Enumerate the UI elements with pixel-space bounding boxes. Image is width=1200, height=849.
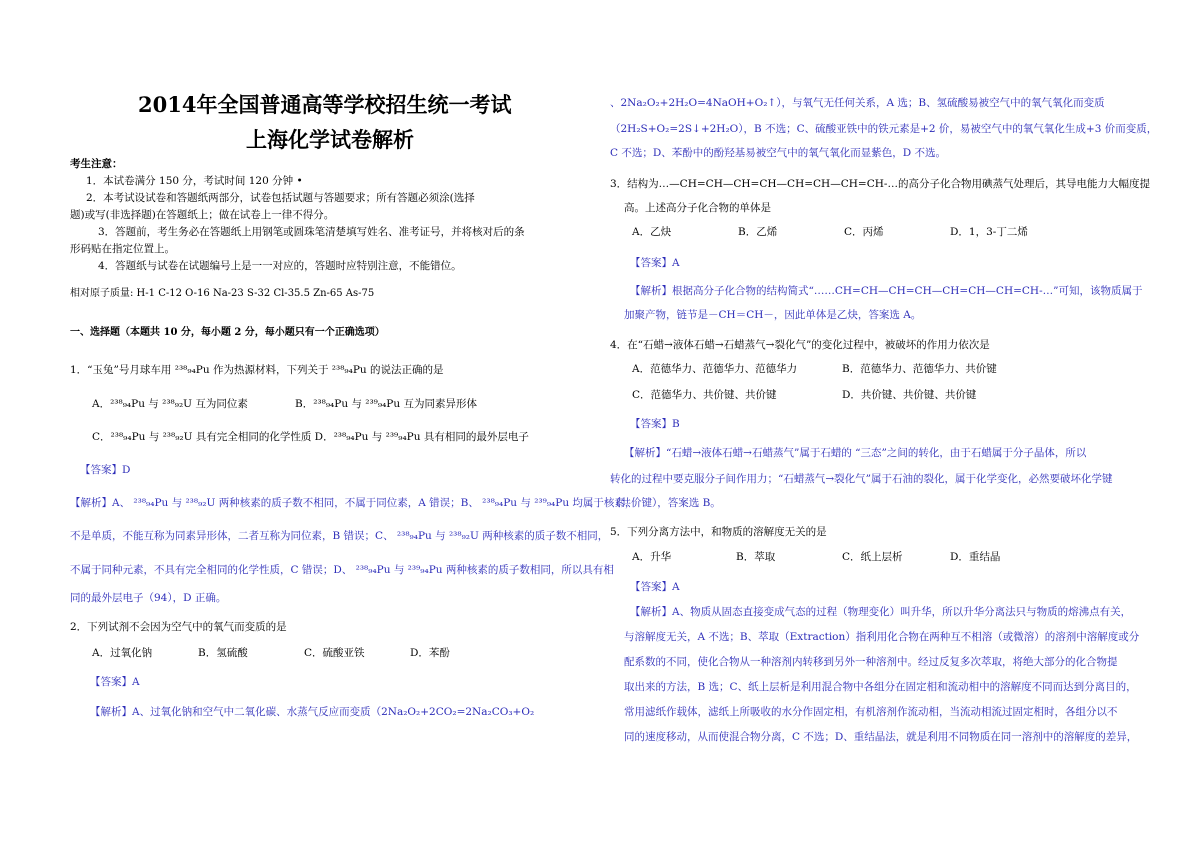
q1-answer: 【答案】D [80, 464, 131, 476]
q5-option-a: A．升华 [632, 551, 672, 563]
q4-analysis-2: 转化的过程中要克服分子间作用力；“石蜡蒸气→裂化气”属于石油的裂化，属于化学变化，必然要破坏化学键 [610, 473, 1113, 485]
q3-stem-1: 3．结构为…—CH=CH—CH=CH—CH=CH—CH=CH-…的高分子化合物用碘蒸气处理后，其导电能力大幅度提 [610, 178, 1150, 190]
q5-option-b: B．萃取 [736, 551, 776, 563]
q5-analysis-2: 与溶解度无关，A 不选；B、萃取（Extraction）指利用化合物在两种互不相溶（或微溶）的溶剂中溶解度或分 [624, 631, 1140, 643]
notice-item-1: 1．本试卷满分 150 分，考试时间 120 分钟 • [86, 175, 303, 187]
q3-option-a: A．乙炔 [632, 226, 672, 238]
q1-stem: 1．“玉兔”号月球车用 ²³⁸₉₄Pu 作为热源材料，下列关于 ²³⁸₉₄Pu 的说法正确的是 [70, 364, 444, 376]
q4-option-b: B．范德华力、范德华力、共价键 [842, 363, 997, 375]
q2-analysis-cont-2: （2H₂S+O₂=2S↓+2H₂O），B 不选；C、硫酸亚铁中的铁元素是+2 价，易被空气中的氧气氧化生成+3 价而变质， [610, 123, 1158, 135]
q1-option-cd: C．²³⁸₉₄Pu 与 ²³⁸₉₂U 具有完全相同的化学性质 D．²³⁸₉₄Pu 与 ²³⁹₉₄Pu 具有相同的最外层电子 [92, 431, 529, 443]
q2-analysis-cont-3: C 不选；D、苯酚中的酚羟基易被空气中的氧气氧化而显紫色，D 不选。 [610, 147, 947, 159]
q4-option-a: A．范德华力、范德华力、范德华力 [632, 363, 798, 375]
q4-analysis-3: （共价键），答案选 B。 [610, 497, 721, 509]
q2-option-d: D．苯酚 [410, 647, 450, 659]
q3-analysis-2: 加聚产物，链节是－CH＝CH－，因此单体是乙炔，答案选 A。 [624, 309, 922, 321]
q1-option-a: A．²³⁸₉₄Pu 与 ²³⁸₉₂U 互为同位素 [92, 398, 248, 410]
q2-option-a: A．过氧化钠 [92, 647, 153, 659]
notice-heading: 考生注意： [70, 158, 123, 170]
q1-analysis-3: 不属于同种元素，不具有完全相同的化学性质，C 错误；D、 ²³⁸₉₄Pu 与 ²³⁹₉₄Pu 两种核素的质子数相同，所以具有相 [70, 564, 614, 576]
q1-option-b: B．²³⁸₉₄Pu 与 ²³⁹₉₄Pu 互为同素异形体 [295, 398, 477, 410]
q4-analysis-1: 【解析】“石蜡→液体石蜡→石蜡蒸气”属于石蜡的 “三态”之间的转化，由于石蜡属于分子晶体，所以 [624, 447, 1087, 459]
q3-answer: 【答案】A [630, 257, 680, 269]
q1-analysis-2: 不是单质，不能互称为同素异形体，二者互称为同位素，B 错误；C、 ²³⁸₉₄Pu 与 ²³⁸₉₂U 两种核素的质子数不相同， [70, 530, 609, 542]
q5-analysis-4: 取出来的方法，B 选；C、纸上层析是利用混合物中各组分在固定相和流动相中的溶解度不同而达到分离目的， [624, 681, 1137, 693]
notice-item-2b: 题)或写(非选择题)在答题纸上；做在试卷上一律不得分。 [70, 209, 335, 221]
q5-stem: 5．下列分离方法中，和物质的溶解度无关的是 [610, 526, 827, 538]
notice-item-3b: 形码贴在指定位置上。 [70, 243, 175, 255]
q3-option-d: D．1，3-丁二烯 [950, 226, 1028, 238]
q5-option-c: C．纸上层析 [842, 551, 903, 563]
q5-analysis-5: 常用滤纸作载体，滤纸上所吸收的水分作固定相，有机溶剂作流动相，当流动相流过固定相时，各组分以不 [624, 706, 1118, 718]
q5-option-d: D．重结晶 [950, 551, 1001, 563]
atomic-mass: 相对原子质量: H-1 C-12 O-16 Na-23 S-32 Cl-35.5 Zn-65 As-75 [70, 288, 375, 299]
q5-analysis-6: 同的速度移动，从而使混合物分离，C 不选；D、重结晶法，就是利用不同物质在同一溶剂中的溶解度的差异， [624, 731, 1138, 743]
section-heading: 一、选择题（本题共 10 分，每小题 2 分，每小题只有一个正确选项） [70, 327, 385, 338]
q5-answer: 【答案】A [630, 581, 680, 593]
q5-analysis-1: 【解析】A、物质从固态直接变成气态的过程（物理变化）叫升华，所以升华分离法只与物质的熔沸点有关， [630, 606, 1132, 618]
q2-analysis-left: 【解析】A、过氧化钠和空气中二氧化碳、水蒸气反应而变质（2Na₂O₂+2CO₂=2Na₂CO₃+O₂ [90, 706, 535, 718]
q4-option-d: D．共价键、共价键、共价键 [842, 389, 977, 401]
q2-answer: 【答案】A [90, 676, 140, 688]
q3-option-b: B．乙烯 [738, 226, 778, 238]
q1-analysis-1: 【解析】A、 ²³⁸₉₄Pu 与 ²³⁸₉₂U 两种核素的质子数不相同，不属于同位素，A 错误；B、 ²³⁸₉₄Pu 与 ²³⁹₉₄Pu 均属于核素， [70, 497, 636, 509]
q2-stem: 2．下列试剂不会因为空气中的氧气而变质的是 [70, 621, 287, 633]
title-line-1: 2014年全国普通高等学校招生统一考试 [138, 92, 512, 117]
q2-option-c: C．硫酸亚铁 [304, 647, 365, 659]
notice-item-3: 3．答题前，考生务必在答题纸上用钢笔或圆珠笔清楚填写姓名、准考证号，并将核对后的条 [98, 226, 525, 238]
title-line-2: 上海化学试卷解析 [246, 127, 414, 152]
q4-option-c: C．范德华力、共价键、共价键 [632, 389, 777, 401]
q1-analysis-4: 同的最外层电子（94），D 正确。 [70, 592, 227, 604]
q3-option-c: C．丙烯 [844, 226, 884, 238]
q3-stem-2: 高。上述高分子化合物的单体是 [624, 202, 771, 214]
q3-analysis-1: 【解析】根据高分子化合物的结构简式“……CH=CH—CH=CH—CH=CH—CH=CH-…”可知，该物质属于 [630, 285, 1143, 297]
notice-item-4: 4．答题纸与试卷在试题编号上是一一对应的，答题时应特别注意，不能错位。 [98, 260, 462, 272]
q5-analysis-3: 配系数的不同，使化合物从一种溶剂内转移到另外一种溶剂中。经过反复多次萃取，将绝大部分的化合物提 [624, 656, 1118, 668]
q2-analysis-cont-1: 、2Na₂O₂+2H₂O=4NaOH+O₂↑），与氧气无任何关系，A 选；B、氢硫酸易被空气中的氧气氧化而变质 [610, 97, 1105, 109]
q2-option-b: B．氢硫酸 [198, 647, 248, 659]
notice-item-2: 2．本考试设试卷和答题纸两部分，试卷包括试题与答题要求；所有答题必须涂(选择 [86, 192, 475, 204]
q4-stem: 4．在“石蜡→液体石蜡→石蜡蒸气→裂化气”的变化过程中，被破坏的作用力依次是 [610, 339, 990, 351]
q4-answer: 【答案】B [630, 418, 680, 430]
